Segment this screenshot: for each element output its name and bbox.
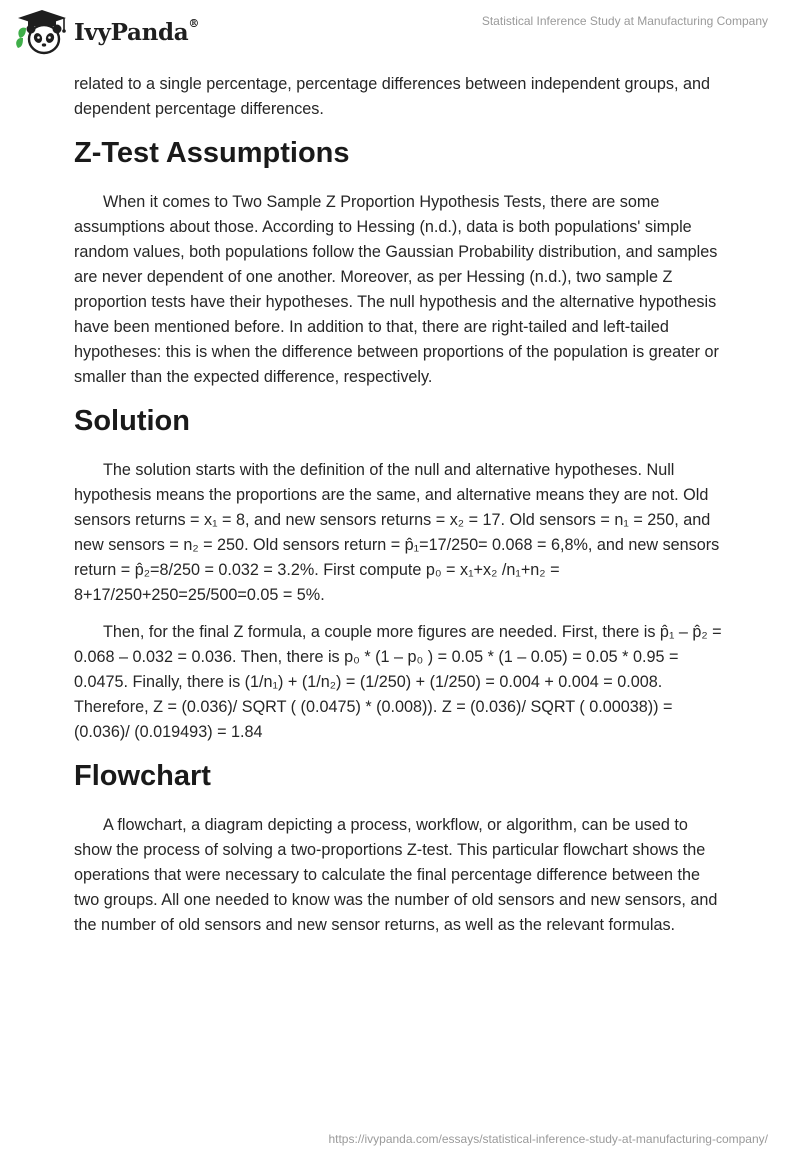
intro-continuation-paragraph: related to a single percentage, percentage differences between independent groups, and dependent percentage differences. — [74, 75, 710, 118]
heading-flowchart: Flowchart — [74, 760, 211, 792]
panda-graduate-icon — [14, 8, 70, 56]
solution-paragraph-1: The solution starts with the definition of the null and alternative hypotheses. Null hypothesis means the proportions are the same, and alternative means they are not. Old sensors returns = x₁ = 8, and new sensors returns = x₂ = 17. Old sensors = n₁ = 250, and new sensors = n₂ = 250. Old sensors return = p̂₁=17/250= 0.068 = 6,8%, and new sensors return = p̂₂=8/250 = 0.032 = 3.2%. First compute p₀ = x₁+x₂ /n₁+n₂ = 8+17/250+250=25/500=0.05 = 5%. — [74, 461, 720, 604]
page-header — [0, 0, 800, 60]
logo-text: IvyPanda® — [74, 16, 200, 46]
heading-z-test-assumptions: Z-Test Assumptions — [74, 137, 350, 169]
document-title: Statistical Inference Study at Manufacturing Company — [481, 14, 768, 28]
solution-paragraph-2: Then, for the final Z formula, a couple more figures are needed. First, there is p̂₁ – p̂₂ = 0.068 – 0.032 = 0.036. Then, there is p₀ * (1 – p₀ ) = 0.05 * (1 – 0.05) = 0.05 * 0.95 = 0.0475. Finally, there is (1/n₁) + (1/n₂) = (1/250) + (1/250) = 0.004 + 0.004 = 0.008. Therefore, Z = (0.036)/ SQRT ( (0.0475) * (0.008)). Z = (0.036)/ SQRT ( 0.00038)) = (0.036)/ (0.019493) = 1.84 — [74, 623, 722, 741]
ivypanda-logo[interactable] — [14, 8, 199, 56]
essay-content — [74, 72, 724, 950]
flowchart-paragraph: A flowchart, a diagram depicting a process, workflow, or algorithm, can be used to show the process of solving a two-proportions Z-test. This particular flowchart shows the operations that were necessary to calculate the final percentage difference between the two groups. All one needed to know was the number of old sensors and new sensors, and the number of old sensors and new sensor returns, as well as the relevant formulas. — [74, 816, 718, 934]
source-url-link[interactable]: https://ivypanda.com/essays/statistical-inference-study-at-manufacturing-company/ — [328, 1132, 768, 1146]
heading-solution: Solution — [74, 405, 190, 437]
assumptions-paragraph: When it comes to Two Sample Z Proportion Hypothesis Tests, there are some assumptions about those. According to Hessing (n.d.), data is both populations' simple random values, both populations follow the Gaussian Probability distribution, and samples are never dependent of one another. Moreover, as per Hessing (n.d.), two sample Z proportion tests have their hypotheses. The null hypothesis and the alternative hypothesis have been mentioned before. In addition to that, there are right-tailed and left-tailed hypotheses: this is when the difference between proportions of the population is greater or smaller than the expected difference, respectively. — [74, 193, 719, 386]
